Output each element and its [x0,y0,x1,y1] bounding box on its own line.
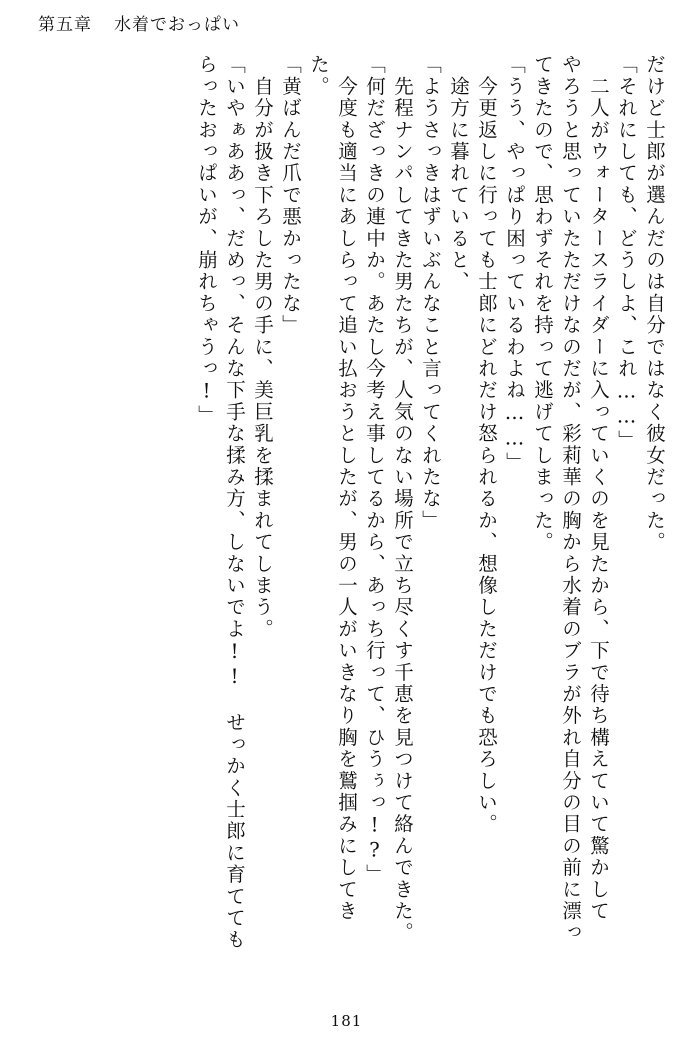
chapter-title: 水着でおっぱい [114,15,240,35]
text-column: 今更返しに行っても士郎にどれだけ怒られるか、想像しただけでも恐ろしい。 [475,54,498,836]
text-column: 「うう、やっぱり困っているわよね……」 [503,54,526,474]
text-column: だけど士郎が選んだのは自分ではなく彼女だった。 [643,54,666,554]
text-column: 途方に暮れていると、 [447,54,470,293]
vertical-text-body [30,54,664,984]
text-column: 二人がウォータースライダーに入っていくのを見たから、下で待ち構えていて驚かして [587,54,610,922]
text-column: 「何だざっきの連中か。あたし今考え事してるから、あっち行って、ひうぅっ!?」 [363,54,386,886]
text-column: らったおっぱいが、崩れちゃうっ!」 [195,54,218,427]
text-column: た。 [307,54,330,98]
text-column: 「いやぁああっ、だめっ、そんな下手な揉み方、しないでよ!! せっかく士郎に育てても [223,54,246,951]
text-column: てきたので、思わずそれを持って逃げてしまった。 [531,54,554,554]
text-column: 自分が扱き下ろした男の手に、美巨乳を揉まれてしまう。 [251,54,274,640]
text-column: 「黄ばんだ爪で悪かったな」 [279,54,302,337]
running-head [38,10,240,35]
chapter-number: 第五章 [38,15,92,35]
text-column: 「それにしても、どうしよ、これ……」 [615,54,638,452]
text-column: 先程ナンパしてきた男たちが、人気のない場所で立ち尽くす千恵を見つけて絡んできた。 [391,54,414,944]
text-column: やろうと思っていたただけなのだが、彩莉華の胸から水着のブラが外れ自分の目の前に漂っ [559,54,582,944]
text-column: 今度も適当にあしらって追い払おうとしたが、男の一人がいきなり胸を鷲掴みにしてき [335,54,358,922]
page-number: 181 [330,1012,363,1030]
text-column: 「ようさっきはずいぶんなこと言ってくれたな」 [419,54,442,532]
